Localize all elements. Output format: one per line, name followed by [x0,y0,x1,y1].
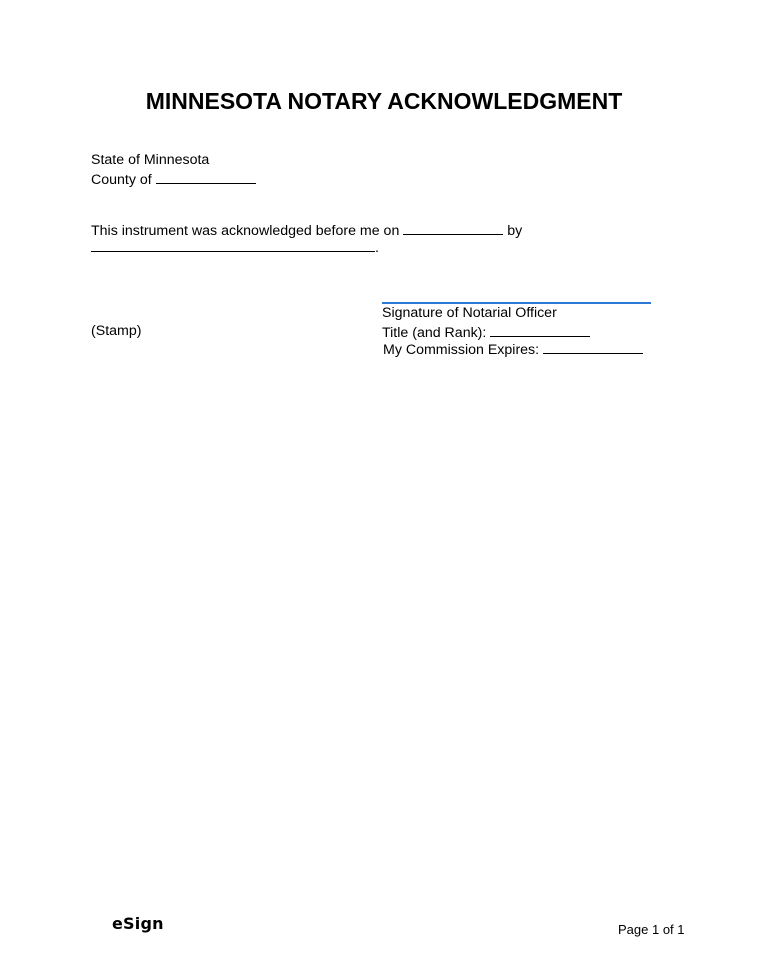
stamp-label: (Stamp) [91,323,142,339]
county-blank-field[interactable] [156,170,256,184]
county-line [91,170,256,189]
commission-label: My Commission Expires: [383,342,540,358]
commission-line [383,340,643,359]
signer-name-blank-field[interactable] [91,238,375,252]
acknowledgment-text: This instrument was acknowledged before me on [91,223,400,239]
county-label: County of [91,172,152,188]
signature-label: Signature of Notarial Officer [382,305,557,321]
document-title: MINNESOTA NOTARY ACKNOWLEDGMENT [145,88,623,114]
signer-line [91,238,379,257]
acknowledgment-by: by [507,223,523,239]
period: . [375,240,379,256]
title-rank-label: Title (and Rank): [382,325,487,341]
title-rank-blank-field[interactable] [490,323,590,337]
esign-logo: eSign [112,914,164,933]
page-number: Page 1 of 1 [618,922,685,937]
commission-blank-field[interactable] [543,340,643,354]
state-line: State of Minnesota [91,152,210,168]
signature-line[interactable] [382,302,651,304]
date-blank-field[interactable] [403,221,503,235]
